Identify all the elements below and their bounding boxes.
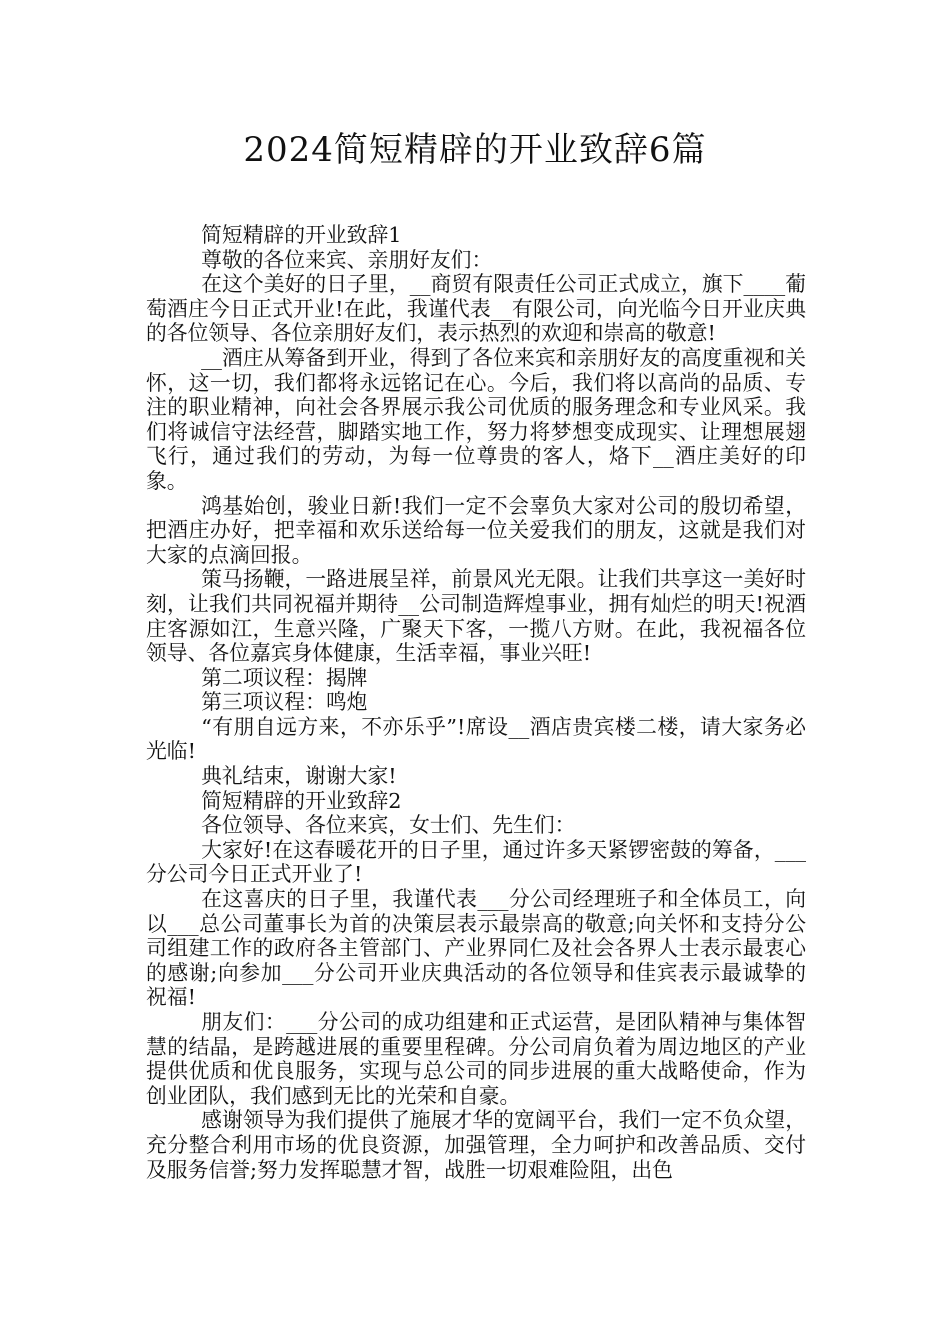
body-paragraph: __酒庄从筹备到开业，得到了各位来宾和亲朋好友的高度重视和关怀，这一切，我们都将永远铭记在心。今后，我们将以高尚的品质、专注的职业精神，向社会各界展示我公司优质的服务理念和专业风采。我们将诚信守法经营，脚踏实地工作，努力将梦想变成现实、让理想展翅飞行，通过我们的劳动，为每一位尊贵的客人，烙下__酒庄美好的印象。 <box>146 345 806 493</box>
body-paragraph: 在这个美好的日子里，__商贸有限责任公司正式成立，旗下____葡萄酒庄今日正式开业!在此，我谨代表__有限公司，向光临今日开业庆典的各位领导、各位亲朋好友们，表示热烈的欢迎和崇高的敬意! <box>146 272 806 346</box>
document-title: 2024简短精辟的开业致辞6篇 <box>243 130 707 170</box>
agenda-item: 第二项议程：揭牌 <box>201 665 368 690</box>
body-paragraph: 大家好!在这春暖花开的日子里，通过许多天紧锣密鼓的筹备，___分公司今日正式开业了! <box>146 837 806 887</box>
body-paragraph: 感谢领导为我们提供了施展才华的宽阔平台，我们一定不负众望，充分整合利用市场的优良资源，加强管理，全力呵护和改善品质、交付及服务信誉;努力发挥聪慧才智，战胜一切艰难险阻，出色 <box>146 1108 806 1182</box>
body-paragraph: 策马扬鞭，一路进展呈祥，前景风光无限。让我们共享这一美好时刻，让我们共同祝福并期待__公司制造辉煌事业，拥有灿烂的明天!祝酒庄客源如江，生意兴隆，广聚天下客，一揽八方财。在此，我祝福各位领导、各位嘉宾身体健康，生活幸福，事业兴旺! <box>146 567 806 666</box>
body-paragraph: “有朋自远方来，不亦乐乎”!席设__酒店贵宾楼二楼，请大家务必光临! <box>146 714 806 764</box>
body-paragraph: 朋友们：___分公司的成功组建和正式运营，是团队精神与集体智慧的结晶，是跨越进展的重要里程碑。分公司肩负着为周边地区的产业提供优质和优良服务，实现与总公司的同步进展的重大战略使命，作为创业团队，我们感到无比的光荣和自豪。 <box>146 1010 806 1108</box>
section-heading: 简短精辟的开业致辞1 <box>201 223 402 247</box>
agenda-item: 第三项议程：鸣炮 <box>201 690 368 715</box>
salutation: 尊敬的各位来宾、亲朋好友们： <box>201 247 493 272</box>
body-paragraph: 在这喜庆的日子里，我谨代表___分公司经理班子和全体员工，向以___总公司董事长为首的决策层表示最崇高的敬意;向关怀和支持分公司组建工作的政府各主管部门、产业界同仁及社会各界人士表示最衷心的感谢;向参加___分公司开业庆典活动的各位领导和佳宾表示最诚挚的祝福! <box>146 887 806 1010</box>
body-paragraph: 鸿基始创，骏业日新!我们一定不会辜负大家对公司的殷切希望，把酒庄办好，把幸福和欢乐送给每一位关爱我们的朋友，这就是我们对大家的点滴回报。 <box>146 493 806 567</box>
closing-line: 典礼结束，谢谢大家! <box>201 764 397 789</box>
document-body <box>146 223 806 1182</box>
section-heading: 简短精辟的开业致辞2 <box>201 788 402 813</box>
salutation: 各位领导、各位来宾，女士们、先生们： <box>201 813 576 838</box>
